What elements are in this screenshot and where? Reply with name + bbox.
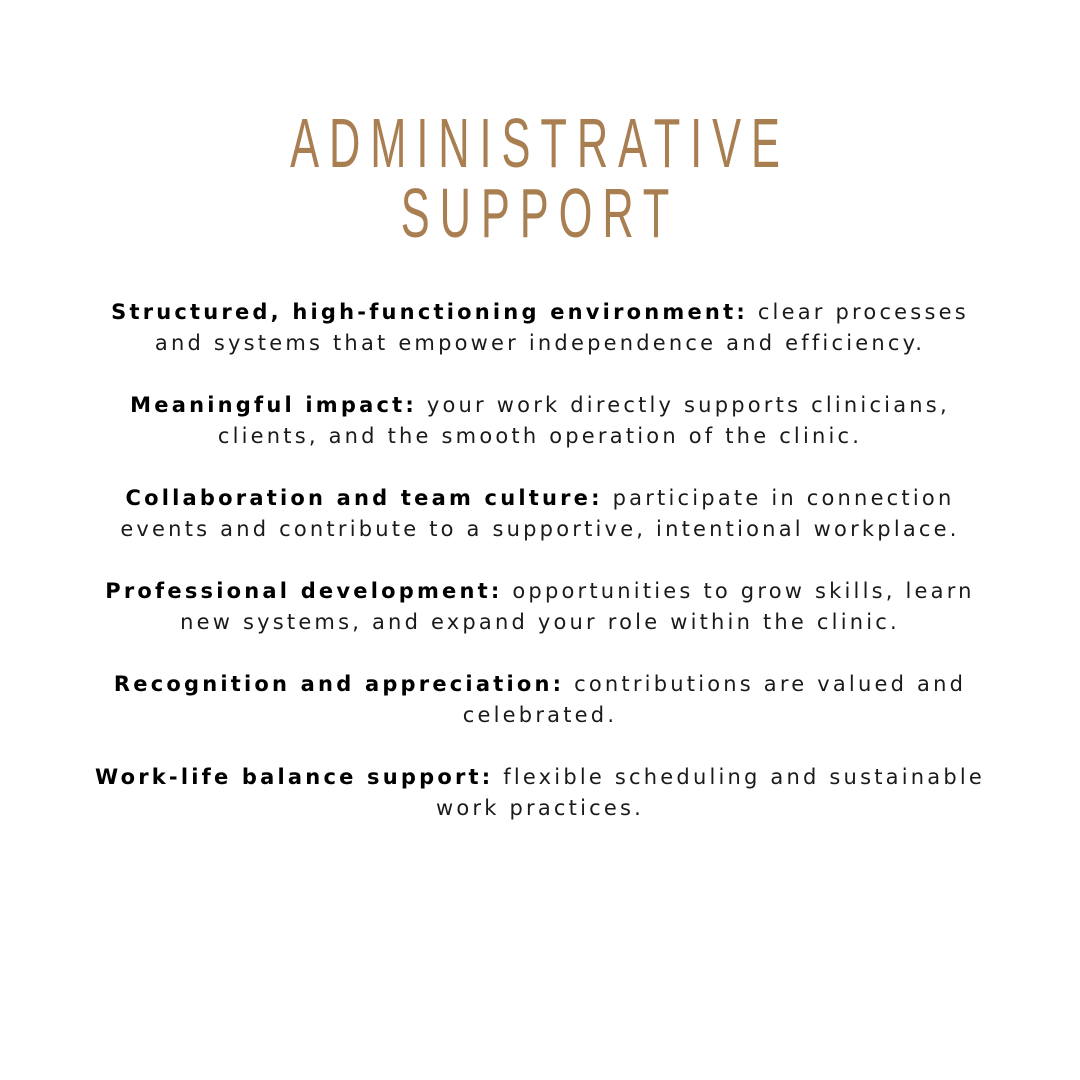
benefit-term: Meaningful impact: [130, 393, 417, 417]
benefit-description: contributions are valued and celebrated. [462, 672, 967, 727]
benefit-description: clear processes and systems that empower independence and efficiency. [154, 300, 969, 355]
benefit-term: Work-life balance support: [94, 765, 494, 789]
benefit-term: Professional development: [105, 579, 503, 603]
benefit-term: Recognition and appreciation: [113, 672, 565, 696]
benefit-description: opportunities to grow skills, learn new systems, and expand your role within the clinic. [180, 579, 975, 634]
title-line-2: SUPPORT [400, 174, 680, 252]
benefit-description: flexible scheduling and sustainable work practices. [435, 765, 986, 820]
benefits-list [90, 297, 990, 855]
title-line-1: ADMINISTRATIVE [290, 104, 790, 182]
benefit-item-meaningful-impact [90, 390, 990, 452]
benefit-item-professional-development [90, 576, 990, 638]
benefit-term: Structured, high-functioning environment: [111, 300, 748, 324]
benefit-description: participate in connection events and contribute to a supportive, intentional workplace. [120, 486, 960, 541]
benefit-term: Collaboration and team culture: [125, 486, 603, 510]
benefit-description: your work directly supports clinicians, clients, and the smooth operation of the clinic. [217, 393, 950, 448]
benefit-item-collaboration [90, 483, 990, 545]
benefit-item-work-life-balance [90, 762, 990, 824]
benefit-item-recognition [90, 669, 990, 731]
benefit-item-structured-environment [90, 297, 990, 359]
page-title [205, 104, 875, 252]
